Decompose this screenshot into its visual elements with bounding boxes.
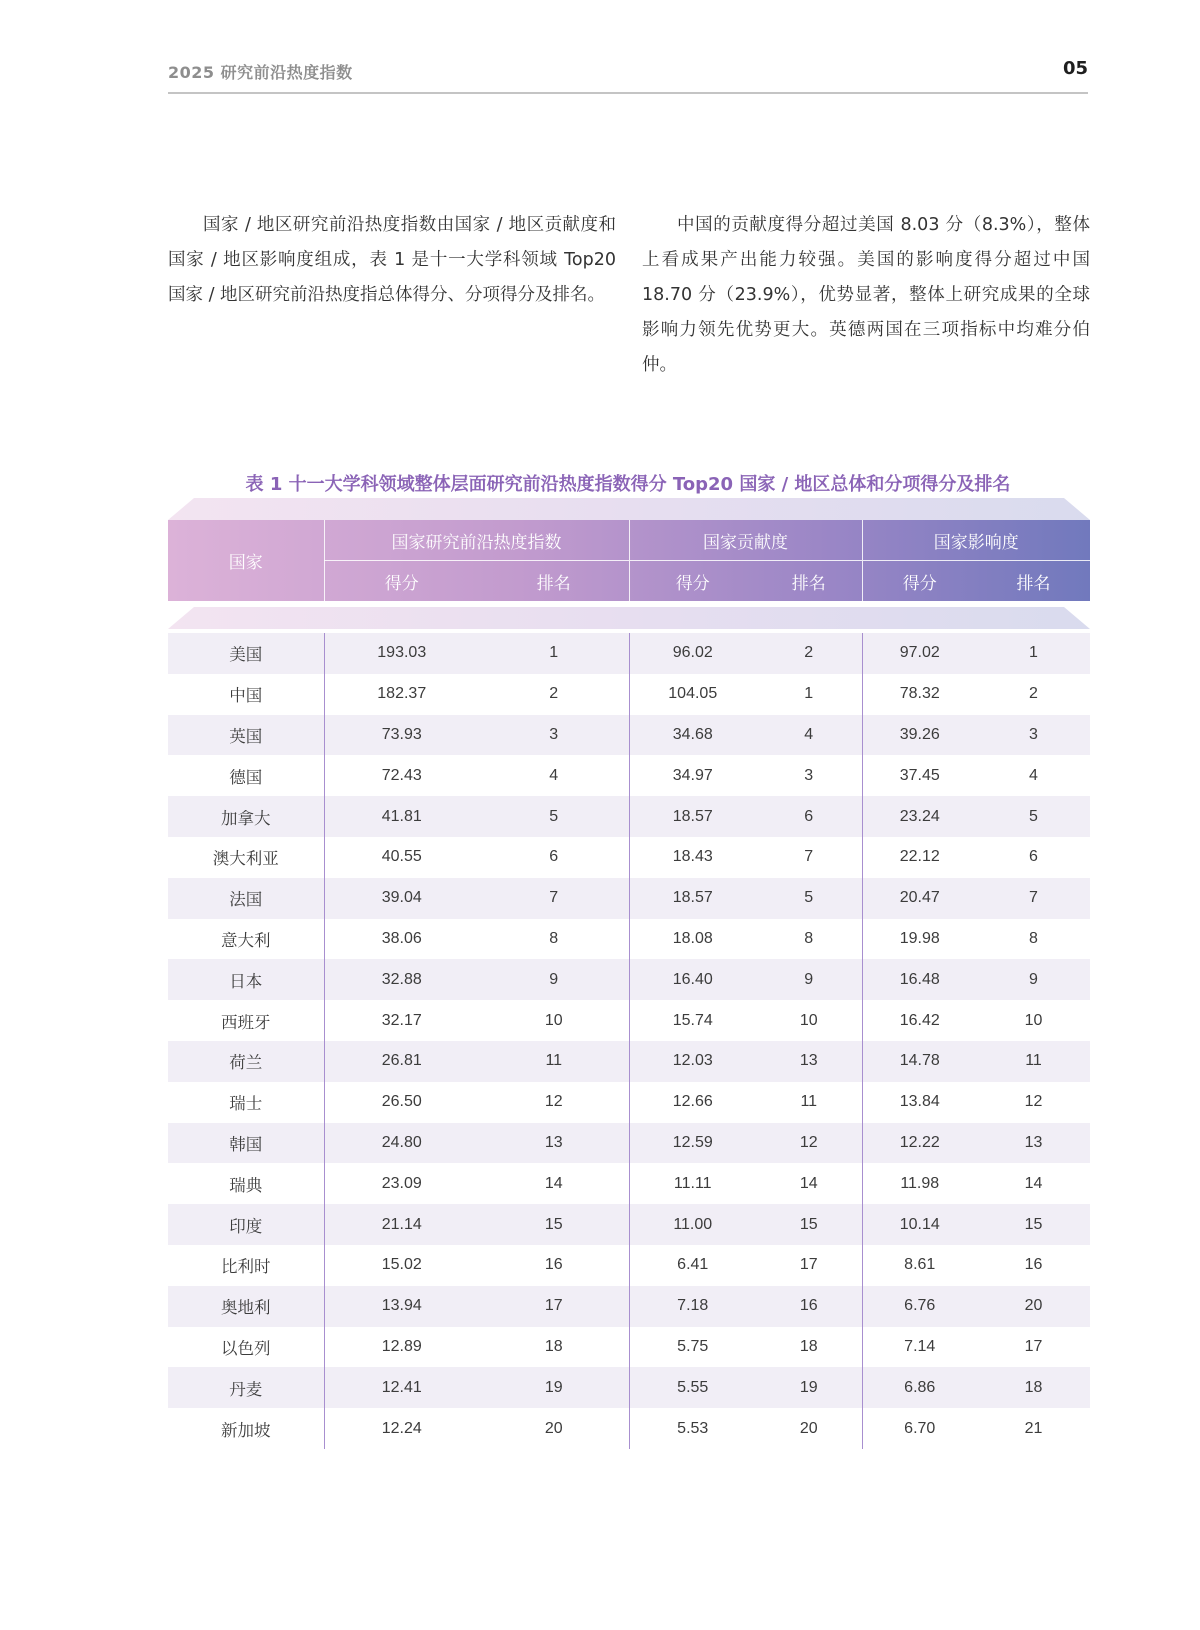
cell-impact-score: 97.02 — [862, 633, 977, 674]
cell-index-rank: 1 — [479, 633, 629, 674]
cell-index-score: 15.02 — [324, 1245, 479, 1286]
table-row — [168, 1367, 1090, 1408]
cell-index-rank: 7 — [479, 878, 629, 919]
page-header — [168, 56, 1088, 94]
cell-impact-score: 10.14 — [862, 1204, 977, 1245]
cell-contrib-rank: 16 — [756, 1286, 862, 1327]
cell-contrib-score: 5.55 — [629, 1367, 756, 1408]
cell-country: 印度 — [168, 1204, 324, 1245]
cell-country: 日本 — [168, 959, 324, 1000]
cell-index-rank: 6 — [549, 848, 559, 866]
cell-impact-score: 13.84 — [862, 1082, 977, 1123]
cell-contrib-rank: 5 — [756, 878, 862, 919]
cell-country: 加拿大 — [168, 796, 324, 837]
cell-impact-score: 14.78 — [862, 1041, 977, 1082]
cell-index-score: 23.09 — [324, 1163, 479, 1204]
table-row — [168, 1245, 1090, 1286]
cell-impact-score: 6.76 — [862, 1286, 977, 1327]
cell-country: 奥地利 — [168, 1286, 324, 1327]
cell-contrib-rank: 13 — [756, 1041, 862, 1082]
table-row — [168, 837, 1090, 878]
cell-contrib-score: 18.08 — [629, 919, 756, 960]
cell-contrib-score: 6.41 — [629, 1245, 756, 1286]
cell-contrib-rank: 11 — [800, 1093, 818, 1111]
cell-index-score: 12.24 — [324, 1408, 479, 1449]
table-row — [168, 755, 1090, 796]
table-header — [168, 520, 1090, 601]
cell-impact-score: 11.98 — [862, 1163, 977, 1204]
cell-impact-rank: 9 — [977, 959, 1090, 1000]
table-row — [168, 959, 1090, 1000]
cell-index-rank: 20 — [544, 1419, 563, 1437]
cell-contrib-score: 104.05 — [629, 674, 756, 715]
cell-index-score: 193.03 — [324, 633, 479, 674]
cell-impact-rank: 6 — [1029, 848, 1038, 866]
cell-country: 韩国 — [168, 1123, 324, 1164]
cell-country: 美国 — [168, 633, 324, 674]
cell-index-score: 26.81 — [324, 1041, 479, 1082]
cell-impact-rank: 16 — [1024, 1256, 1043, 1274]
cell-impact-score: 7.14 — [862, 1327, 977, 1368]
cell-contrib-rank: 18 — [799, 1337, 818, 1355]
cell-contrib-rank: 15 — [756, 1204, 862, 1245]
cell-contrib-score: 5.75 — [629, 1327, 756, 1368]
table-row — [168, 1327, 1090, 1368]
cell-impact-rank: 15 — [977, 1204, 1090, 1245]
cell-country: 中国 — [229, 686, 263, 706]
cell-impact-rank: 8 — [1029, 929, 1038, 947]
cell-country: 法国 — [168, 878, 324, 919]
cell-country: 意大利 — [221, 930, 271, 950]
cell-impact-rank: 4 — [1029, 766, 1038, 784]
cell-contrib-rank: 3 — [804, 766, 814, 784]
cell-index-rank: 8 — [549, 929, 559, 947]
cell-index-rank: 10 — [544, 1011, 563, 1029]
cell-impact-rank: 5 — [977, 796, 1090, 837]
cell-country: 西班牙 — [221, 1012, 271, 1032]
cell-impact-score: 22.12 — [862, 837, 977, 878]
cell-country: 德国 — [229, 767, 263, 787]
table-row — [168, 796, 1090, 837]
cell-impact-score: 6.86 — [862, 1367, 977, 1408]
cell-contrib-score: 34.97 — [629, 755, 756, 796]
cell-impact-score: 19.98 — [862, 919, 977, 960]
table-bottom-bevel — [168, 607, 1090, 629]
ranking-table — [168, 498, 1090, 1449]
cell-contrib-rank: 12 — [756, 1123, 862, 1164]
cell-impact-score: 20.47 — [862, 878, 977, 919]
header-index-score: 得分 — [324, 561, 479, 602]
table-caption: 表 1 十一大学科领域整体层面研究前沿热度指数得分 Top20 国家 / 地区总体和分项得分及排名 — [245, 474, 1011, 495]
cell-contrib-score: 96.02 — [629, 633, 756, 674]
cell-index-score: 26.50 — [324, 1082, 479, 1123]
cell-index-rank: 2 — [549, 685, 559, 703]
header-contrib-rank: 排名 — [791, 573, 826, 594]
table-row — [168, 633, 1090, 674]
cell-contrib-score: 11.11 — [629, 1163, 756, 1204]
cell-contrib-rank: 10 — [799, 1011, 818, 1029]
cell-index-score: 182.37 — [324, 674, 479, 715]
header-title: 2025 研究前沿热度指数 — [168, 63, 353, 82]
cell-contrib-rank: 4 — [756, 715, 862, 756]
cell-index-score: 21.14 — [324, 1204, 479, 1245]
cell-index-score: 73.93 — [324, 715, 479, 756]
table-row — [168, 919, 1090, 960]
cell-contrib-rank: 19 — [756, 1367, 862, 1408]
header-impact-score: 得分 — [862, 561, 977, 602]
header-impact-rank: 排名 — [1016, 573, 1051, 594]
cell-impact-rank: 21 — [1024, 1419, 1043, 1437]
cell-contrib-score: 12.66 — [629, 1082, 756, 1123]
cell-index-rank: 11 — [479, 1041, 629, 1082]
cell-country: 比利时 — [221, 1257, 271, 1277]
header-index-rank: 排名 — [536, 573, 571, 594]
cell-country: 瑞典 — [229, 1175, 263, 1195]
table-row — [168, 674, 1090, 715]
cell-index-rank: 12 — [544, 1093, 563, 1111]
cell-impact-rank: 12 — [1024, 1093, 1043, 1111]
table-row — [168, 878, 1090, 919]
table-row — [168, 1041, 1090, 1082]
cell-impact-rank: 3 — [977, 715, 1090, 756]
cell-contrib-score: 11.00 — [629, 1204, 756, 1245]
cell-contrib-score: 12.03 — [629, 1041, 756, 1082]
cell-index-rank: 4 — [549, 766, 559, 784]
cell-impact-rank: 18 — [977, 1367, 1090, 1408]
cell-contrib-score: 7.18 — [629, 1286, 756, 1327]
table-row — [168, 1123, 1090, 1164]
cell-impact-score: 16.42 — [862, 1000, 977, 1041]
cell-index-score: 12.41 — [324, 1367, 479, 1408]
cell-index-rank: 13 — [479, 1123, 629, 1164]
cell-country: 荷兰 — [168, 1041, 324, 1082]
cell-impact-score: 6.70 — [862, 1408, 977, 1449]
intro-paragraph-right: 中国的贡献度得分超过美国 8.03 分（8.3%），整体上看成果产出能力较强。美国的影响度得分超过中国 18.70 分（23.9%），优势显著，整体上研究成果的全球影响力领先优势更大。英德两国在三项指标中均难分伯仲。 — [642, 215, 1090, 375]
cell-index-score: 41.81 — [324, 796, 479, 837]
cell-contrib-rank: 6 — [756, 796, 862, 837]
cell-impact-rank: 1 — [977, 633, 1090, 674]
cell-index-rank: 15 — [479, 1204, 629, 1245]
cell-index-score: 40.55 — [324, 837, 479, 878]
table-row — [168, 1163, 1090, 1204]
cell-index-rank: 17 — [479, 1286, 629, 1327]
cell-impact-rank: 11 — [977, 1041, 1090, 1082]
cell-contrib-score: 18.57 — [629, 878, 756, 919]
cell-index-score: 72.43 — [324, 755, 479, 796]
cell-impact-score: 16.48 — [862, 959, 977, 1000]
cell-index-rank: 18 — [544, 1337, 563, 1355]
cell-contrib-score: 5.53 — [629, 1408, 756, 1449]
cell-index-score: 32.88 — [324, 959, 479, 1000]
cell-index-score: 13.94 — [324, 1286, 479, 1327]
cell-contrib-rank: 7 — [804, 848, 814, 866]
cell-impact-rank: 17 — [1024, 1337, 1043, 1355]
table-body — [168, 633, 1090, 1449]
cell-country: 以色列 — [221, 1338, 271, 1358]
cell-index-rank: 14 — [544, 1174, 563, 1192]
cell-index-rank: 16 — [544, 1256, 563, 1274]
cell-impact-rank: 7 — [977, 878, 1090, 919]
cell-contrib-score: 18.43 — [629, 837, 756, 878]
cell-impact-rank: 2 — [1029, 685, 1038, 703]
cell-index-rank: 19 — [479, 1367, 629, 1408]
header-group-contribution: 国家贡献度 — [629, 520, 862, 561]
cell-index-rank: 9 — [479, 959, 629, 1000]
cell-country: 英国 — [168, 715, 324, 756]
cell-contrib-score: 34.68 — [629, 715, 756, 756]
cell-index-rank: 3 — [479, 715, 629, 756]
cell-index-score: 24.80 — [324, 1123, 479, 1164]
cell-impact-score: 23.24 — [862, 796, 977, 837]
cell-country: 澳大利亚 — [212, 849, 279, 869]
intro-paragraph-left: 国家 / 地区研究前沿热度指数由国家 / 地区贡献度和国家 / 地区影响度组成，表 1 是十一大学科领域 Top20 国家 / 地区研究前沿热度指总体得分、分项得分及排名。 — [168, 215, 616, 305]
cell-index-score: 32.17 — [324, 1000, 479, 1041]
cell-contrib-rank: 9 — [756, 959, 862, 1000]
cell-contrib-score: 18.57 — [629, 796, 756, 837]
cell-index-score: 39.04 — [324, 878, 479, 919]
table-row — [168, 1204, 1090, 1245]
cell-impact-rank: 20 — [977, 1286, 1090, 1327]
cell-impact-score: 39.26 — [862, 715, 977, 756]
header-group-index: 国家研究前沿热度指数 — [324, 520, 629, 561]
header-contrib-score: 得分 — [629, 561, 756, 602]
cell-contrib-score: 16.40 — [629, 959, 756, 1000]
cell-impact-score: 78.32 — [862, 674, 977, 715]
cell-contrib-rank: 14 — [799, 1174, 818, 1192]
cell-impact-rank: 10 — [1024, 1011, 1043, 1029]
cell-index-score: 12.89 — [324, 1327, 479, 1368]
cell-index-score: 38.06 — [324, 919, 479, 960]
cell-impact-rank: 13 — [977, 1123, 1090, 1164]
cell-contrib-score: 12.59 — [629, 1123, 756, 1164]
table-row — [168, 1000, 1090, 1041]
page-number: 05 — [1062, 58, 1088, 79]
cell-contrib-rank: 2 — [756, 633, 862, 674]
header-group-impact: 国家影响度 — [862, 520, 1090, 561]
header-country: 国家 — [228, 553, 263, 573]
cell-impact-score: 8.61 — [862, 1245, 977, 1286]
cell-impact-score: 12.22 — [862, 1123, 977, 1164]
table-row — [168, 1082, 1090, 1123]
cell-country: 丹麦 — [168, 1367, 324, 1408]
cell-country: 新加坡 — [221, 1420, 271, 1440]
table-row — [168, 715, 1090, 756]
cell-impact-rank: 14 — [1024, 1174, 1043, 1192]
cell-contrib-rank: 17 — [799, 1256, 818, 1274]
cell-contrib-score: 15.74 — [629, 1000, 756, 1041]
cell-contrib-rank: 1 — [804, 685, 814, 703]
table-row — [168, 1408, 1090, 1449]
cell-impact-score: 37.45 — [862, 755, 977, 796]
cell-contrib-rank: 20 — [799, 1419, 818, 1437]
cell-contrib-rank: 8 — [804, 929, 814, 947]
cell-country: 瑞士 — [229, 1094, 263, 1114]
table-top-bevel — [168, 498, 1090, 520]
cell-index-rank: 5 — [479, 796, 629, 837]
table-row — [168, 1286, 1090, 1327]
